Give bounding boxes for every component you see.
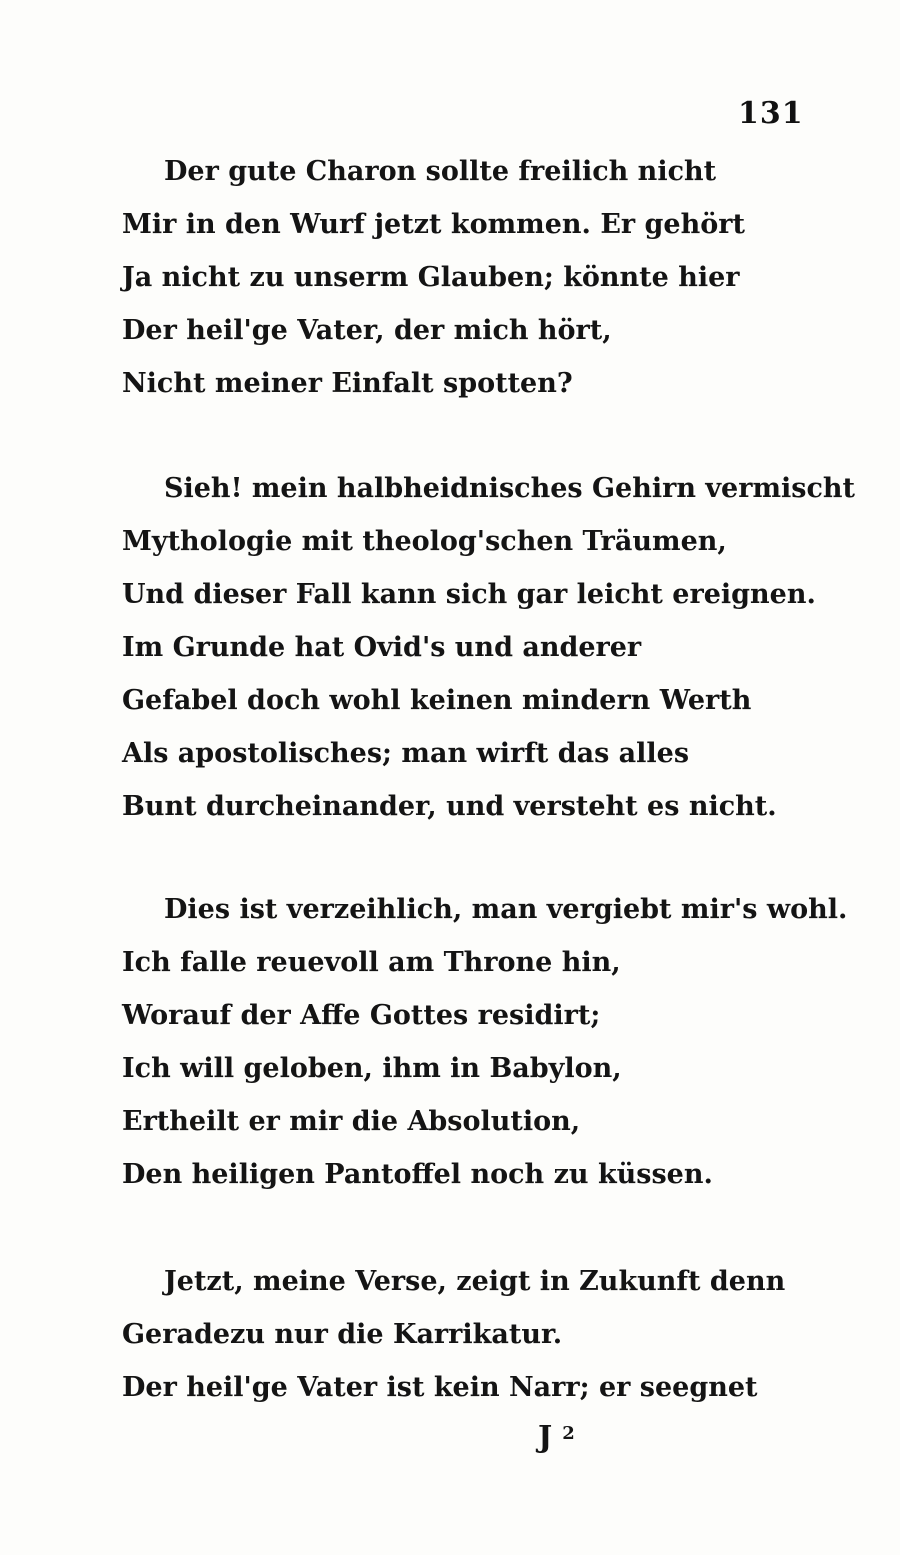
verse-line: Ja nicht zu unserm Glauben; könnte hier [122, 262, 740, 293]
stanza [122, 1255, 785, 1414]
verse-line: Mythologie mit theolog'schen Träumen, [122, 526, 727, 557]
verse-line: Jetzt, meine Verse, zeigt in Zukunft denn [164, 1266, 786, 1297]
verse-line: Sieh! mein halbheidnisches Gehirn vermischt [164, 473, 856, 504]
verse-line: Mir in den Wurf jetzt kommen. Er gehört [122, 209, 745, 240]
verse-line: Dies ist verzeihlich, man vergiebt mir's wohl. [164, 894, 848, 925]
verse-line: Nicht meiner Einfalt spotten? [122, 368, 573, 399]
page-number: 131 [738, 96, 804, 131]
verse-line: Der heil'ge Vater, der mich hört, [122, 315, 612, 346]
verse-line: Den heiligen Pantoffel noch zu küssen. [122, 1159, 713, 1190]
stanza [122, 883, 847, 1201]
verse-line: Geradezu nur die Karrikatur. [122, 1319, 563, 1350]
verse-line: Ich will geloben, ihm in Babylon, [122, 1053, 622, 1084]
verse-line: Der heil'ge Vater ist kein Narr; er seegnet [122, 1372, 758, 1403]
verse-line: Worauf der Affe Gottes residirt; [122, 1000, 601, 1031]
verse-line: Ertheilt er mir die Absolution, [122, 1106, 581, 1137]
verse-line: Und dieser Fall kann sich gar leicht ereignen. [122, 579, 816, 610]
signature-letter: J [538, 1420, 553, 1455]
verse-line: Gefabel doch wohl keinen mindern Werth [122, 685, 752, 716]
verse-line: Als apostolisches; man wirft das alles [122, 738, 690, 769]
verse-line: Bunt durcheinander, und versteht es nicht. [122, 791, 777, 822]
verse-line: Ich falle reuevoll am Throne hin, [122, 947, 621, 978]
signature-number: 2 [562, 1423, 575, 1444]
verse-line: Im Grunde hat Ovid's und anderer [122, 632, 642, 663]
stanza [122, 462, 855, 833]
stanza [122, 145, 745, 410]
verse-line: Der gute Charon sollte freilich nicht [164, 156, 717, 187]
signature-mark [538, 1420, 575, 1455]
